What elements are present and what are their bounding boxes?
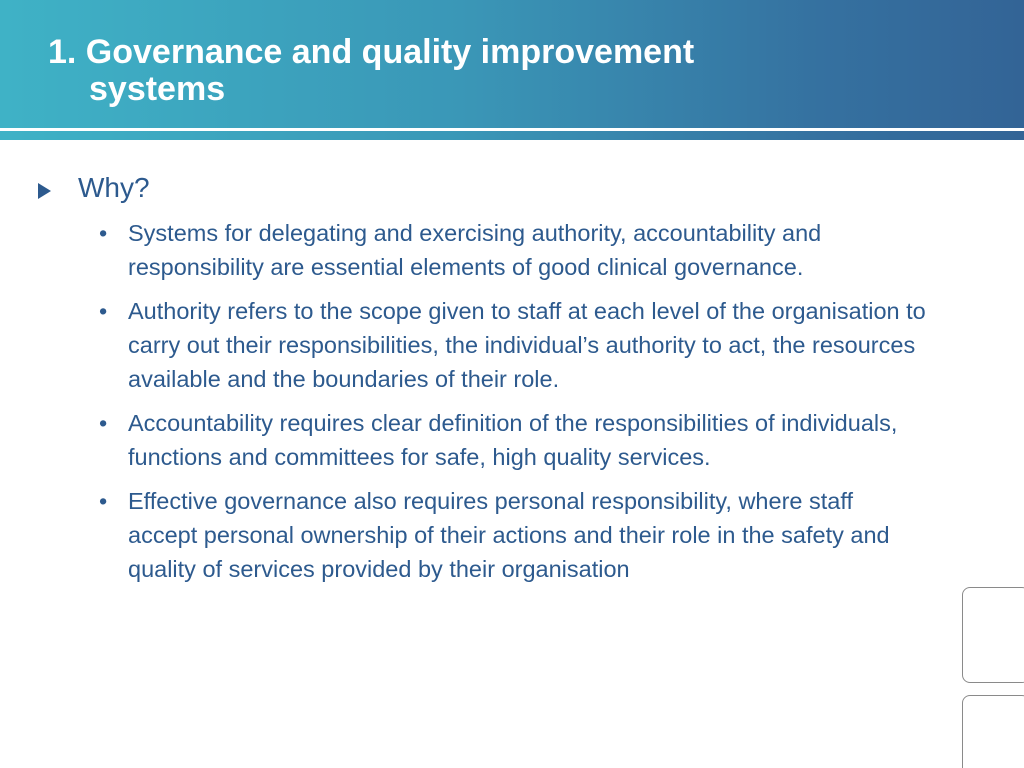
bullet-dot: • [99, 410, 108, 436]
slide-title-line-1: 1. Governance and quality improvement [48, 33, 695, 71]
bullet-dot: • [99, 298, 108, 324]
heading-item [38, 170, 938, 210]
side-thumbnail-frame [962, 695, 1024, 768]
bullet-text: Effective governance also requires personal responsibility, where staff accept personal ownership of their actions and their role in the safety and quality of services provided by their organisation [128, 488, 890, 582]
list-item [38, 294, 928, 396]
header-accent-bar [0, 131, 1024, 140]
side-thumbnail-frame [962, 587, 1024, 683]
bullet-text: Authority refers to the scope given to staff at each level of the organisation to carry out their responsibilities, the individual’s authority to act, the resources available and the boundaries of their role. [128, 298, 926, 392]
list-item [38, 484, 928, 586]
slide-body [38, 170, 938, 596]
bullet-dot: • [99, 220, 108, 246]
slide-title [48, 34, 948, 107]
slide-title-line-2: systems [89, 69, 226, 108]
bullet-dot: • [99, 488, 108, 514]
triangle-bullet-icon [38, 183, 51, 199]
bullet-text: Accountability requires clear definition of the responsibilities of individuals, functions and committees for safe, high quality services. [128, 410, 898, 470]
list-item [38, 216, 928, 284]
bullet-list [38, 216, 938, 586]
list-item [38, 406, 928, 474]
section-heading: Why? [78, 172, 150, 203]
bullet-text: Systems for delegating and exercising authority, accountability and responsibility are essential elements of good clinical governance. [128, 220, 822, 280]
